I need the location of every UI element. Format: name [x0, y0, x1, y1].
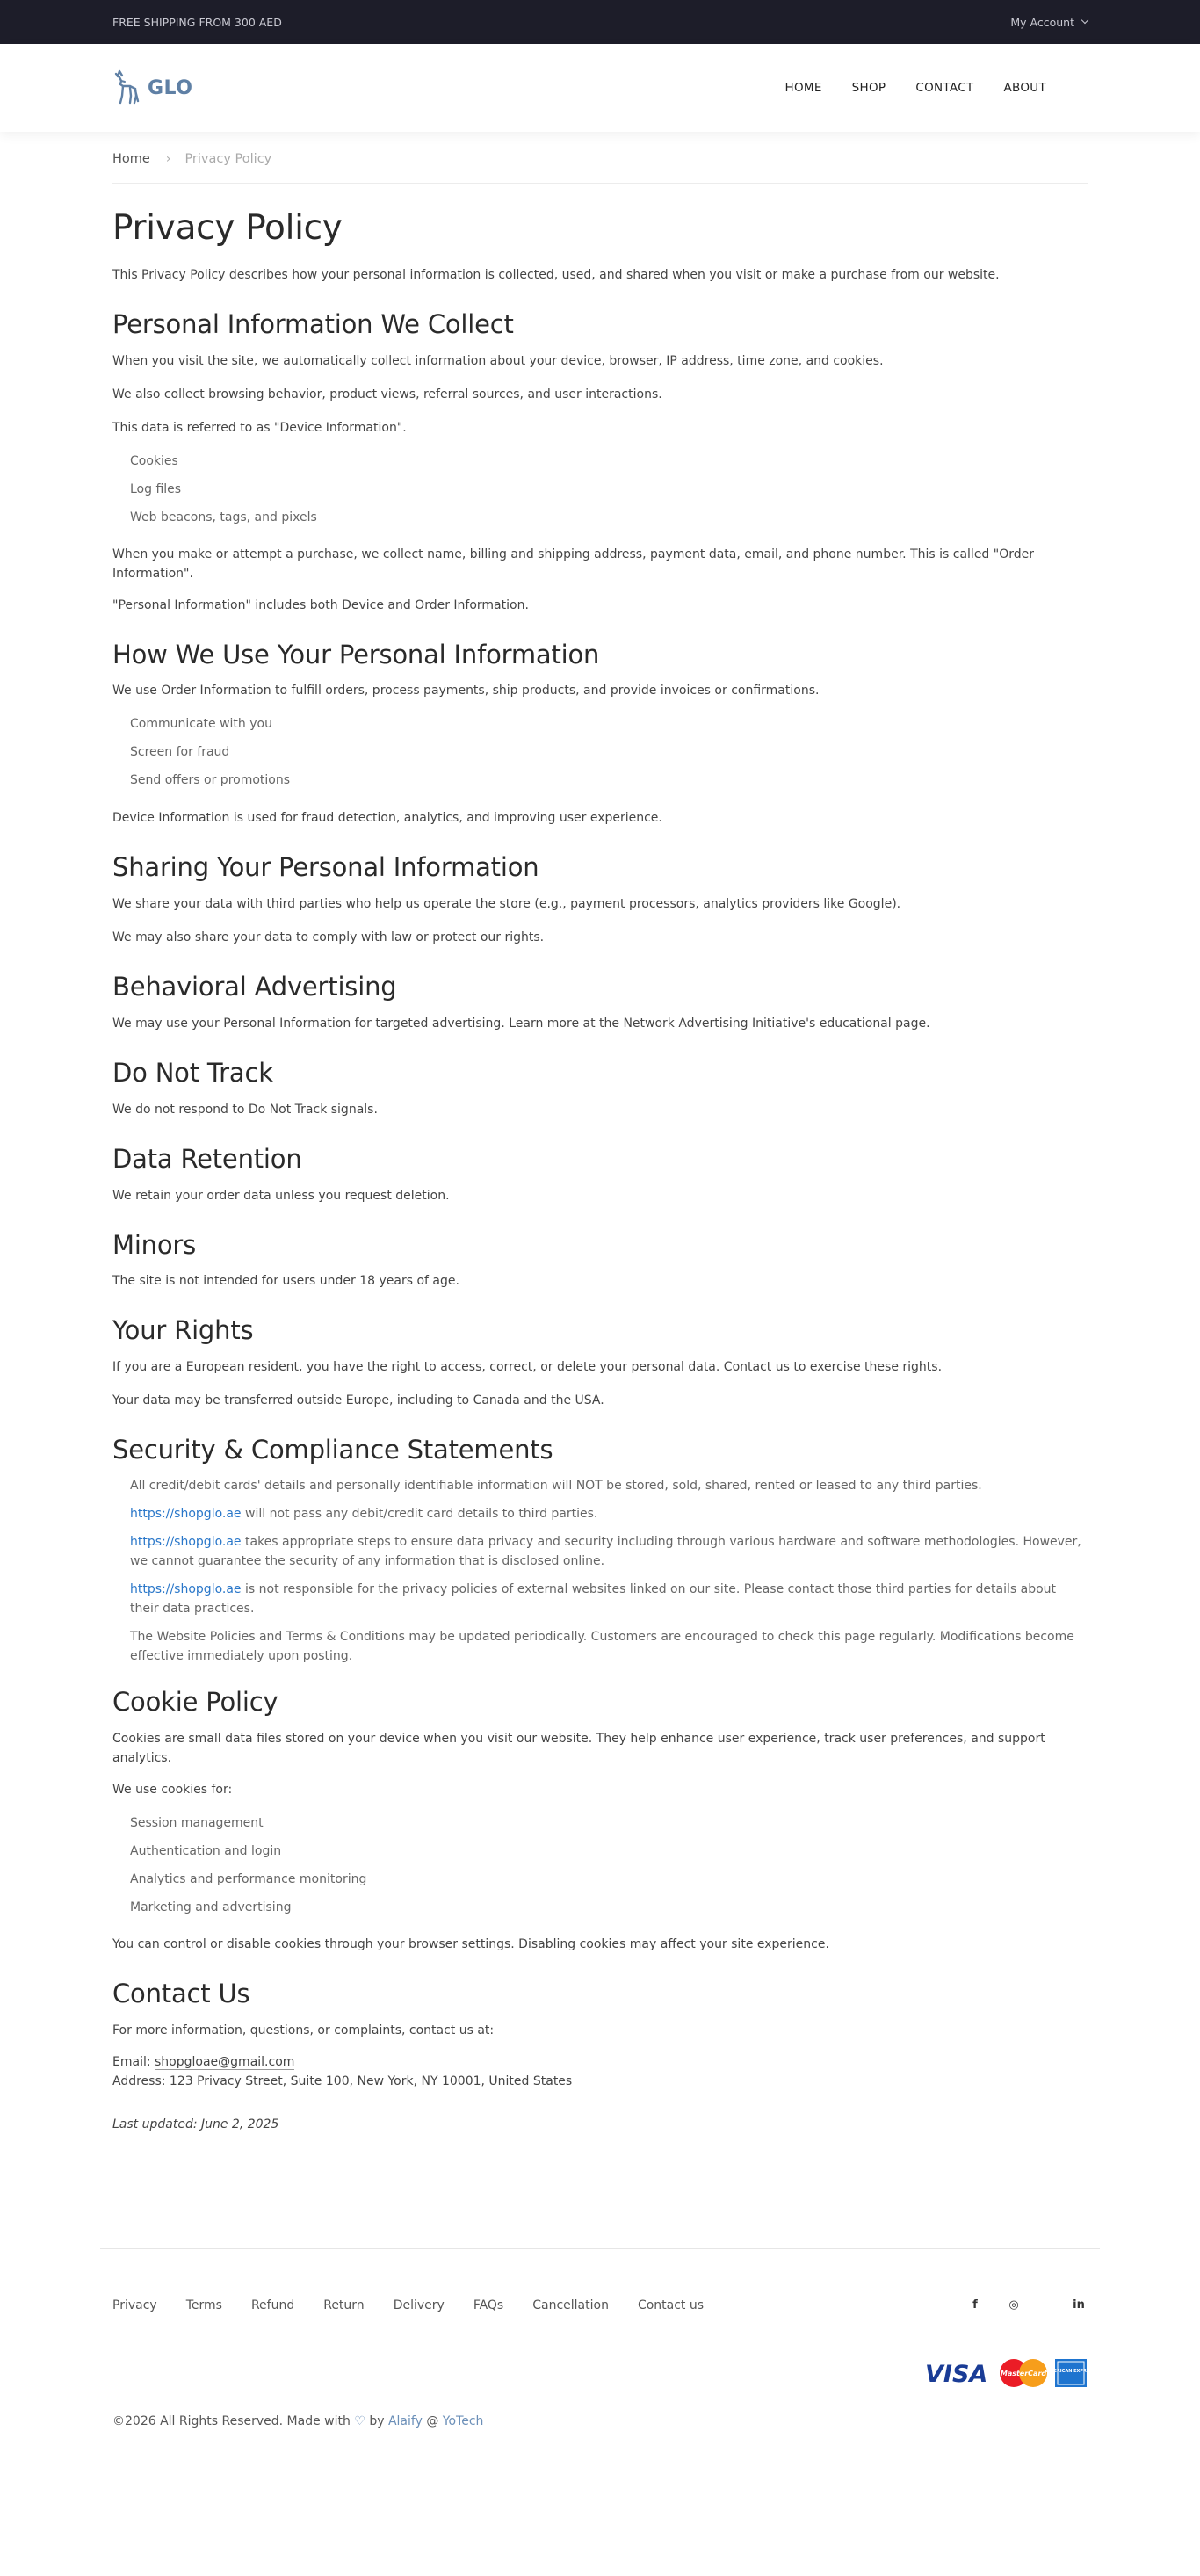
section-heading: Behavioral Advertising — [112, 972, 397, 1002]
visa-icon — [924, 2358, 993, 2388]
list-item — [130, 1532, 1088, 1571]
paragraph: We use Order Information to fulfill orders, process payments, ship products, and provide invoices or confirmations. — [112, 684, 820, 698]
last-updated: Last updated: June 2, 2025 — [112, 2117, 279, 2131]
footer-link-refund[interactable]: Refund — [250, 2297, 295, 2312]
page-title: Privacy Policy — [112, 208, 343, 248]
paragraph: We use cookies for: — [112, 1782, 233, 1797]
footer-row — [112, 2288, 1088, 2323]
my-account-dropdown[interactable] — [1010, 16, 1088, 29]
shipping-notice: FREE SHIPPING FROM 300 AED — [112, 15, 282, 29]
heart-icon: ♡ — [354, 2413, 365, 2428]
footer-link-cancellation[interactable]: Cancellation — [532, 2297, 609, 2312]
email-line — [112, 2052, 1088, 2072]
list-item — [130, 1580, 1088, 1618]
list-item: Authentication and login — [130, 1843, 282, 1858]
paragraph: This data is referred to as "Device Information". — [112, 420, 407, 435]
list — [112, 1813, 1088, 1917]
paragraph: For more information, questions, or complaints, contact us at: — [112, 2022, 495, 2037]
section-heading: Your Rights — [112, 1315, 254, 1346]
security-list — [112, 1476, 1088, 1666]
mastercard-icon — [996, 2358, 1051, 2388]
footer-divider — [100, 2248, 1100, 2249]
footer-link-privacy[interactable]: Privacy — [112, 2297, 157, 2312]
chevron-down-icon — [1081, 17, 1088, 24]
paragraph: The site is not intended for users under 18 years of age. — [112, 1274, 459, 1289]
nav-shop[interactable]: SHOP — [851, 81, 886, 95]
paragraph: If you are a European resident, you have the right to access, correct, or delete your personal data. Contact us to exercise these rights. — [112, 1360, 943, 1375]
copyright-at: @ — [422, 2413, 443, 2428]
paragraph: We share your data with third parties who help us operate the store (e.g., payment processors, analytics providers like Google). — [112, 897, 901, 912]
nav-home[interactable]: HOME — [784, 81, 822, 95]
section-heading: Sharing Your Personal Information — [112, 852, 539, 883]
list-item: Send offers or promotions — [130, 773, 291, 788]
my-account-label: My Account — [1010, 15, 1074, 29]
footer-link-terms[interactable]: Terms — [185, 2297, 222, 2312]
copyright-by: by — [365, 2413, 388, 2428]
list-item: Communicate with you — [130, 717, 272, 732]
paragraph: Your data may be transferred outside Europe, including to Canada and the USA. — [112, 1393, 604, 1408]
footer-link-faqs[interactable]: FAQs — [473, 2297, 504, 2312]
footer-link-delivery[interactable]: Delivery — [393, 2297, 445, 2312]
paragraph: We do not respond to Do Not Track signals. — [112, 1102, 378, 1117]
list-item-text: will not pass any debit/credit card details to third parties. — [241, 1506, 598, 1521]
visa-text: VISA — [925, 2360, 988, 2388]
author-link[interactable]: Alaify — [387, 2413, 423, 2428]
company-link[interactable]: YoTech — [442, 2413, 484, 2428]
copyright-text: ©2026 All Rights Reserved. Made with — [112, 2413, 355, 2428]
list-item: Marketing and advertising — [130, 1899, 292, 1914]
list-item — [130, 1504, 1088, 1523]
breadcrumb-current: Privacy Policy — [184, 151, 272, 166]
list-item: Web beacons, tags, and pixels — [130, 510, 317, 525]
instagram-icon[interactable]: ◎ — [1008, 2298, 1019, 2312]
section-heading: Contact Us — [112, 1978, 250, 2008]
paragraph: We may use your Personal Information for targeted advertising. Learn more at the Network Advertising Initiative's educational page. — [112, 1016, 930, 1031]
site-link[interactable]: https://shopglo.ae — [130, 1581, 242, 1596]
list — [112, 452, 1088, 527]
list-item: Log files — [130, 481, 182, 496]
footer-link-return[interactable]: Return — [323, 2297, 365, 2312]
payment-methods — [112, 2358, 1096, 2388]
nav-about[interactable]: ABOUT — [1003, 81, 1046, 95]
list-item: The Website Policies and Terms & Conditions may be updated periodically. Customers are encouraged to check this page regularly. Modifications become effective immediately upon posting. — [130, 1629, 1074, 1663]
main-nav — [770, 81, 1061, 95]
section-heading: Cookie Policy — [112, 1686, 278, 1717]
paragraph: "Personal Information" includes both Device and Order Information. — [112, 597, 529, 612]
paragraph: Cookies are small data files stored on your device when you visit our website. They help enhance user experience, track user preferences, and support analytics. — [112, 1731, 1045, 1765]
site-header — [0, 44, 1200, 132]
site-link[interactable]: https://shopglo.ae — [130, 1534, 242, 1549]
section-heading: Security & Compliance Statements — [112, 1435, 553, 1465]
address-line: Address: 123 Privacy Street, Suite 100, New York, NY 10001, United States — [112, 2073, 573, 2088]
section-heading: Data Retention — [112, 1143, 302, 1174]
email-label: Email: — [112, 2054, 155, 2069]
list-item: Cookies — [130, 453, 178, 468]
copyright — [112, 2414, 1088, 2481]
paragraph: When you visit the site, we automatically collect information about your device, browser, IP address, time zone, and cookies. — [112, 353, 884, 368]
paragraph: Device Information is used for fraud detection, analytics, and improving user experience. — [112, 811, 662, 826]
paragraph: We also collect browsing behavior, product views, referral sources, and user interactions. — [112, 387, 662, 402]
list — [112, 714, 1088, 790]
social-links — [966, 2298, 1088, 2312]
amex-text: AMERICAN EXPRESS — [1045, 2368, 1096, 2374]
breadcrumb-home[interactable]: Home — [112, 151, 150, 166]
paragraph: We retain your order data unless you request deletion. — [112, 1188, 450, 1203]
footer-link-contact[interactable]: Contact us — [637, 2297, 705, 2312]
paragraph: When you make or attempt a purchase, we collect name, billing and shipping address, payment data, email, and phone number. This is called "Order Information". — [112, 546, 1034, 581]
mastercard-text: MasterCard — [1000, 2369, 1047, 2377]
policy-content — [112, 208, 1088, 2134]
facebook-icon[interactable]: f — [972, 2298, 978, 2312]
deer-logo-icon — [112, 69, 142, 106]
linkedin-icon[interactable]: in — [1073, 2298, 1085, 2312]
list-item: Screen for fraud — [130, 745, 230, 760]
list-item: All credit/debit cards' details and personally identifiable information will NOT be stored, sold, shared, rented or leased to any third parties. — [130, 1478, 982, 1493]
site-link[interactable]: https://shopglo.ae — [130, 1506, 242, 1521]
intro-text: This Privacy Policy describes how your personal information is collected, used, and shared when you visit or make a purchase from our website. — [112, 267, 1000, 282]
top-bar — [0, 0, 1200, 44]
list-item: Analytics and performance monitoring — [130, 1871, 367, 1886]
breadcrumb — [112, 133, 1088, 184]
list-item-text: takes appropriate steps to ensure data privacy and security including through various hardware and software methodologies. However, we cannot guarantee the security of any information that is disclosed online. — [130, 1534, 1081, 1568]
email-link[interactable]: shopgloae@gmail.com — [155, 2054, 295, 2069]
section-heading: Personal Information We Collect — [112, 308, 514, 339]
logo-text: GLO — [148, 76, 193, 99]
logo[interactable] — [112, 69, 193, 106]
amex-icon — [1045, 2358, 1096, 2388]
section-heading: Do Not Track — [112, 1057, 273, 1088]
footer-links — [112, 2298, 733, 2312]
section-heading: How We Use Your Personal Information — [112, 639, 600, 669]
paragraph: You can control or disable cookies through your browser settings. Disabling cookies may affect your site experience. — [112, 1936, 829, 1951]
breadcrumb-separator-icon: › — [165, 151, 171, 166]
list-item: Session management — [130, 1815, 264, 1830]
paragraph: We may also share your data to comply with law or protect our rights. — [112, 930, 545, 945]
nav-contact[interactable]: CONTACT — [915, 81, 974, 95]
list-item-text: is not responsible for the privacy policies of external websites linked on our site. Please contact those third parties for details about their data practices. — [130, 1581, 1057, 1616]
section-heading: Minors — [112, 1229, 197, 1260]
